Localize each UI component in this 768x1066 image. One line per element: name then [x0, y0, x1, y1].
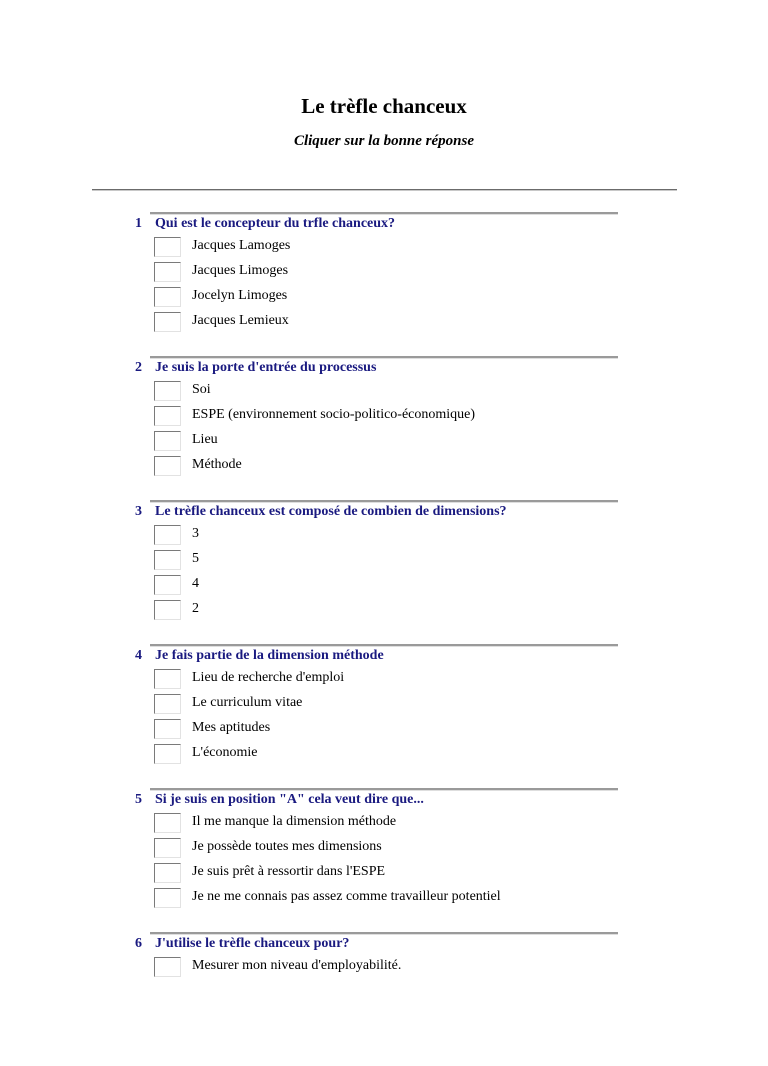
answer-label: 5 [192, 551, 199, 566]
question-number: 2 [135, 360, 142, 375]
answer-label: ESPE (environnement socio-politico-économique) [192, 407, 476, 422]
answer-checkbox[interactable] [154, 237, 181, 257]
answer-choice[interactable] [154, 669, 594, 693]
question-text: Le trèfle chanceux est composé de combien de dimensions? [155, 504, 507, 519]
question-number: 1 [135, 216, 142, 231]
question-text: Je fais partie de la dimension méthode [155, 648, 384, 663]
answer-label: Méthode [192, 457, 242, 472]
answer-checkbox[interactable] [154, 600, 181, 620]
answer-label: Jacques Lamoges [192, 238, 291, 253]
answer-checkbox[interactable] [154, 550, 181, 570]
answer-checkbox[interactable] [154, 838, 181, 858]
question-text: Qui est le concepteur du trfle chanceux? [155, 216, 396, 231]
answer-label: Jacques Limoges [192, 263, 289, 278]
answer-label: 4 [192, 576, 199, 591]
answer-label: Soi [192, 382, 211, 397]
answer-choice[interactable] [154, 550, 594, 574]
answer-checkbox[interactable] [154, 719, 181, 739]
answer-choice[interactable] [154, 888, 594, 912]
answer-label: Mes aptitudes [192, 720, 271, 735]
question-text: Je suis la porte d'entrée du processus [155, 360, 377, 375]
answer-label: Je possède toutes mes dimensions [192, 839, 382, 854]
answer-label: L'économie [192, 745, 258, 760]
answer-checkbox[interactable] [154, 431, 181, 451]
answer-choice[interactable] [154, 719, 594, 743]
answer-choice[interactable] [154, 575, 594, 599]
answer-choice[interactable] [154, 312, 594, 336]
answer-choice[interactable] [154, 694, 594, 718]
answer-choice[interactable] [154, 600, 594, 624]
answer-checkbox[interactable] [154, 312, 181, 332]
answer-choice[interactable] [154, 863, 594, 887]
answer-label: Le curriculum vitae [192, 695, 303, 710]
answer-checkbox[interactable] [154, 575, 181, 595]
answer-label: Je ne me connais pas assez comme travailleur potentiel [192, 889, 501, 904]
answer-checkbox[interactable] [154, 694, 181, 714]
answer-choice[interactable] [154, 237, 594, 261]
answer-label: 3 [192, 526, 199, 541]
answer-choice[interactable] [154, 813, 594, 837]
answer-choice[interactable] [154, 406, 594, 430]
answer-checkbox[interactable] [154, 957, 181, 977]
question-text: Si je suis en position "A" cela veut dire que... [155, 792, 424, 807]
question-3 [0, 500, 768, 634]
answer-checkbox[interactable] [154, 813, 181, 833]
answer-label: Mesurer mon niveau d'employabilité. [192, 958, 402, 973]
answer-choice[interactable] [154, 381, 594, 405]
answer-choice[interactable] [154, 262, 594, 286]
answer-label: 2 [192, 601, 199, 616]
answer-label: Lieu de recherche d'emploi [192, 670, 345, 685]
question-number: 6 [135, 936, 142, 951]
question-number: 4 [135, 648, 142, 663]
answer-checkbox[interactable] [154, 669, 181, 689]
answer-label: Je suis prêt à ressortir dans l'ESPE [192, 864, 386, 879]
question-2 [0, 356, 768, 490]
answer-label: Jocelyn Limoges [192, 288, 288, 303]
title-divider [92, 189, 677, 191]
answer-choice[interactable] [154, 287, 594, 311]
answer-checkbox[interactable] [154, 287, 181, 307]
answer-label: Il me manque la dimension méthode [192, 814, 397, 829]
answer-choice[interactable] [154, 456, 594, 480]
answer-checkbox[interactable] [154, 888, 181, 908]
answer-checkbox[interactable] [154, 744, 181, 764]
answer-label: Jacques Lemieux [192, 313, 289, 328]
question-1 [0, 212, 768, 346]
page-subtitle: Cliquer sur la bonne réponse [293, 133, 475, 149]
question-6 [0, 932, 768, 1066]
answer-checkbox[interactable] [154, 262, 181, 282]
answer-choice[interactable] [154, 957, 594, 981]
answer-label: Lieu [192, 432, 218, 447]
question-number: 3 [135, 504, 142, 519]
answer-choice[interactable] [154, 838, 594, 862]
answer-checkbox[interactable] [154, 406, 181, 426]
question-4 [0, 644, 768, 778]
answer-checkbox[interactable] [154, 863, 181, 883]
answer-choice[interactable] [154, 744, 594, 768]
answer-choice[interactable] [154, 525, 594, 549]
page-title: Le trèfle chanceux [301, 94, 467, 118]
answer-checkbox[interactable] [154, 456, 181, 476]
question-text: J'utilise le trèfle chanceux pour? [155, 936, 350, 951]
answer-checkbox[interactable] [154, 381, 181, 401]
question-number: 5 [135, 792, 142, 807]
question-5 [0, 788, 768, 922]
answer-choice[interactable] [154, 431, 594, 455]
answer-checkbox[interactable] [154, 525, 181, 545]
